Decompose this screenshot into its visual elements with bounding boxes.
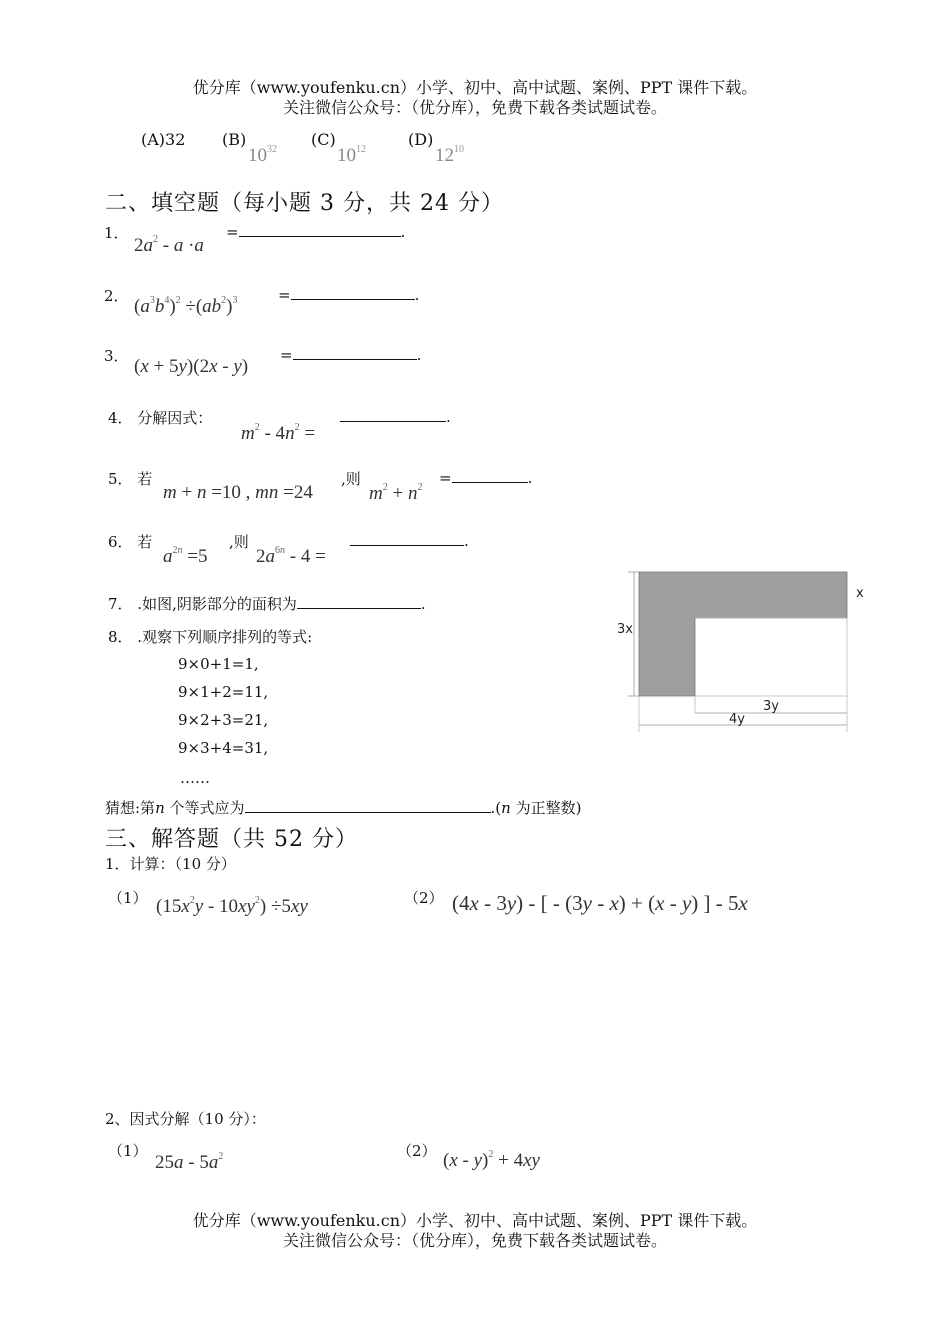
q5-condition: m + n =10 , mn =24 bbox=[163, 482, 313, 503]
figure-label-4y: 4y bbox=[729, 712, 745, 727]
equation-line: 9×1+2=11, bbox=[178, 683, 269, 701]
section3-title: 三、解答题（共 52 分） bbox=[105, 827, 358, 852]
section2-title: 二、填空题（每小题 3 分，共 24 分） bbox=[105, 191, 504, 216]
unshaded-rect-outline bbox=[695, 618, 847, 696]
s3-q1-part2-label: （2） bbox=[404, 889, 444, 907]
q6-answer-blank[interactable]: . bbox=[350, 531, 469, 550]
q2-answer-blank[interactable]: = . bbox=[278, 286, 420, 304]
figure-label-3x: 3x bbox=[617, 622, 633, 637]
choice-b-value: $10^{32}$ bbox=[248, 144, 277, 166]
footer-line-2: 关注微信公众号：（优分库），免费下载各类试题试卷。 bbox=[282, 1231, 667, 1250]
q5-then: ,则 bbox=[341, 470, 361, 488]
guess-line: 猜想:第n 个等式应为 .(n 为正整数) bbox=[105, 799, 582, 817]
s3-q2-part1-expression: $25a - 5a^2$ bbox=[155, 1151, 224, 1173]
q5-answer-blank[interactable]: = . bbox=[439, 469, 533, 487]
q2-number: 2． bbox=[104, 287, 129, 305]
q6-then: ,则 bbox=[229, 533, 249, 551]
q6-condition: $a^{2n} =5$ bbox=[163, 545, 208, 567]
s3-q1-part1-expression: $(15x^2y - 10xy^2) \div 5xy$ bbox=[156, 895, 308, 917]
q6-expression: $2a^{6n} - 4$ = bbox=[256, 545, 326, 567]
equation-line: 9×0+1=1, bbox=[178, 655, 259, 673]
q6-number: 6． 若 bbox=[108, 533, 153, 551]
q4-answer-blank[interactable]: . bbox=[340, 407, 451, 426]
q5-number: 5． 若 bbox=[108, 470, 153, 488]
s3-q2-part2-expression: (x - y)$^2$ + 4xy bbox=[443, 1149, 540, 1171]
q1-number: 1． bbox=[104, 224, 129, 242]
choice-d-value: $12^{10}$ bbox=[435, 144, 464, 166]
figure-label-3y: 3y bbox=[763, 699, 779, 714]
equation-ellipsis: …… bbox=[180, 769, 210, 787]
s3-q2-part1-label: （1） bbox=[108, 1142, 148, 1160]
s3-q2-title: 2、因式分解（10 分）： bbox=[105, 1110, 266, 1128]
shaded-l-shape bbox=[639, 572, 847, 696]
q1-expression: $2a^2 - a \cdot a$ bbox=[134, 234, 204, 256]
choice-d: (D) bbox=[408, 130, 434, 149]
q4-expression: $m^2 - 4n^2$ = bbox=[241, 422, 316, 444]
q8-text: 8． .观察下列顺序排列的等式: bbox=[108, 628, 313, 646]
q4-number: 4． 分解因式： bbox=[108, 409, 213, 427]
equation-line: 9×3+4=31, bbox=[178, 739, 269, 757]
q3-number: 3． bbox=[104, 347, 129, 365]
q2-expression: $(a^3b^4)^2 \div(ab^2)^3$ bbox=[134, 295, 238, 317]
header-line-2: 关注微信公众号：（优分库），免费下载各类试题试卷。 bbox=[282, 98, 667, 117]
q7-text: 7． .如图,阴影部分的面积为 . bbox=[108, 595, 426, 613]
footer-line-1: 优分库（www.youfenku.cn）小学、初中、高中试题、案例、PPT 课件下载。 bbox=[192, 1211, 758, 1230]
s3-q2-part2-label: （2） bbox=[397, 1142, 437, 1160]
header-line-1: 优分库（www.youfenku.cn）小学、初中、高中试题、案例、PPT 课件下载。 bbox=[192, 78, 758, 97]
choice-c: (C) bbox=[311, 130, 336, 149]
s3-q1-part2-expression: (4x - 3y) - [ - (3y - x) + (x - y) ] - 5x bbox=[452, 891, 748, 915]
figure-shaded-region bbox=[610, 565, 870, 740]
equation-line: 9×2+3=21, bbox=[178, 711, 269, 729]
s3-q1-part1-label: （1） bbox=[108, 889, 148, 907]
figure-label-x: x bbox=[856, 586, 864, 601]
choice-b: (B) bbox=[222, 130, 247, 149]
s3-q1-title: 1．计算：（10 分） bbox=[105, 855, 236, 873]
q3-answer-blank[interactable]: = . bbox=[280, 346, 422, 364]
q3-expression: (x + 5y)(2x - y) bbox=[134, 356, 249, 377]
choice-a: (A)32 bbox=[141, 130, 186, 149]
q1-answer-blank[interactable]: = . bbox=[226, 223, 406, 241]
choice-c-value: $10^{12}$ bbox=[337, 144, 366, 166]
q5-expression: $m^2 + n^2$ bbox=[369, 482, 423, 504]
